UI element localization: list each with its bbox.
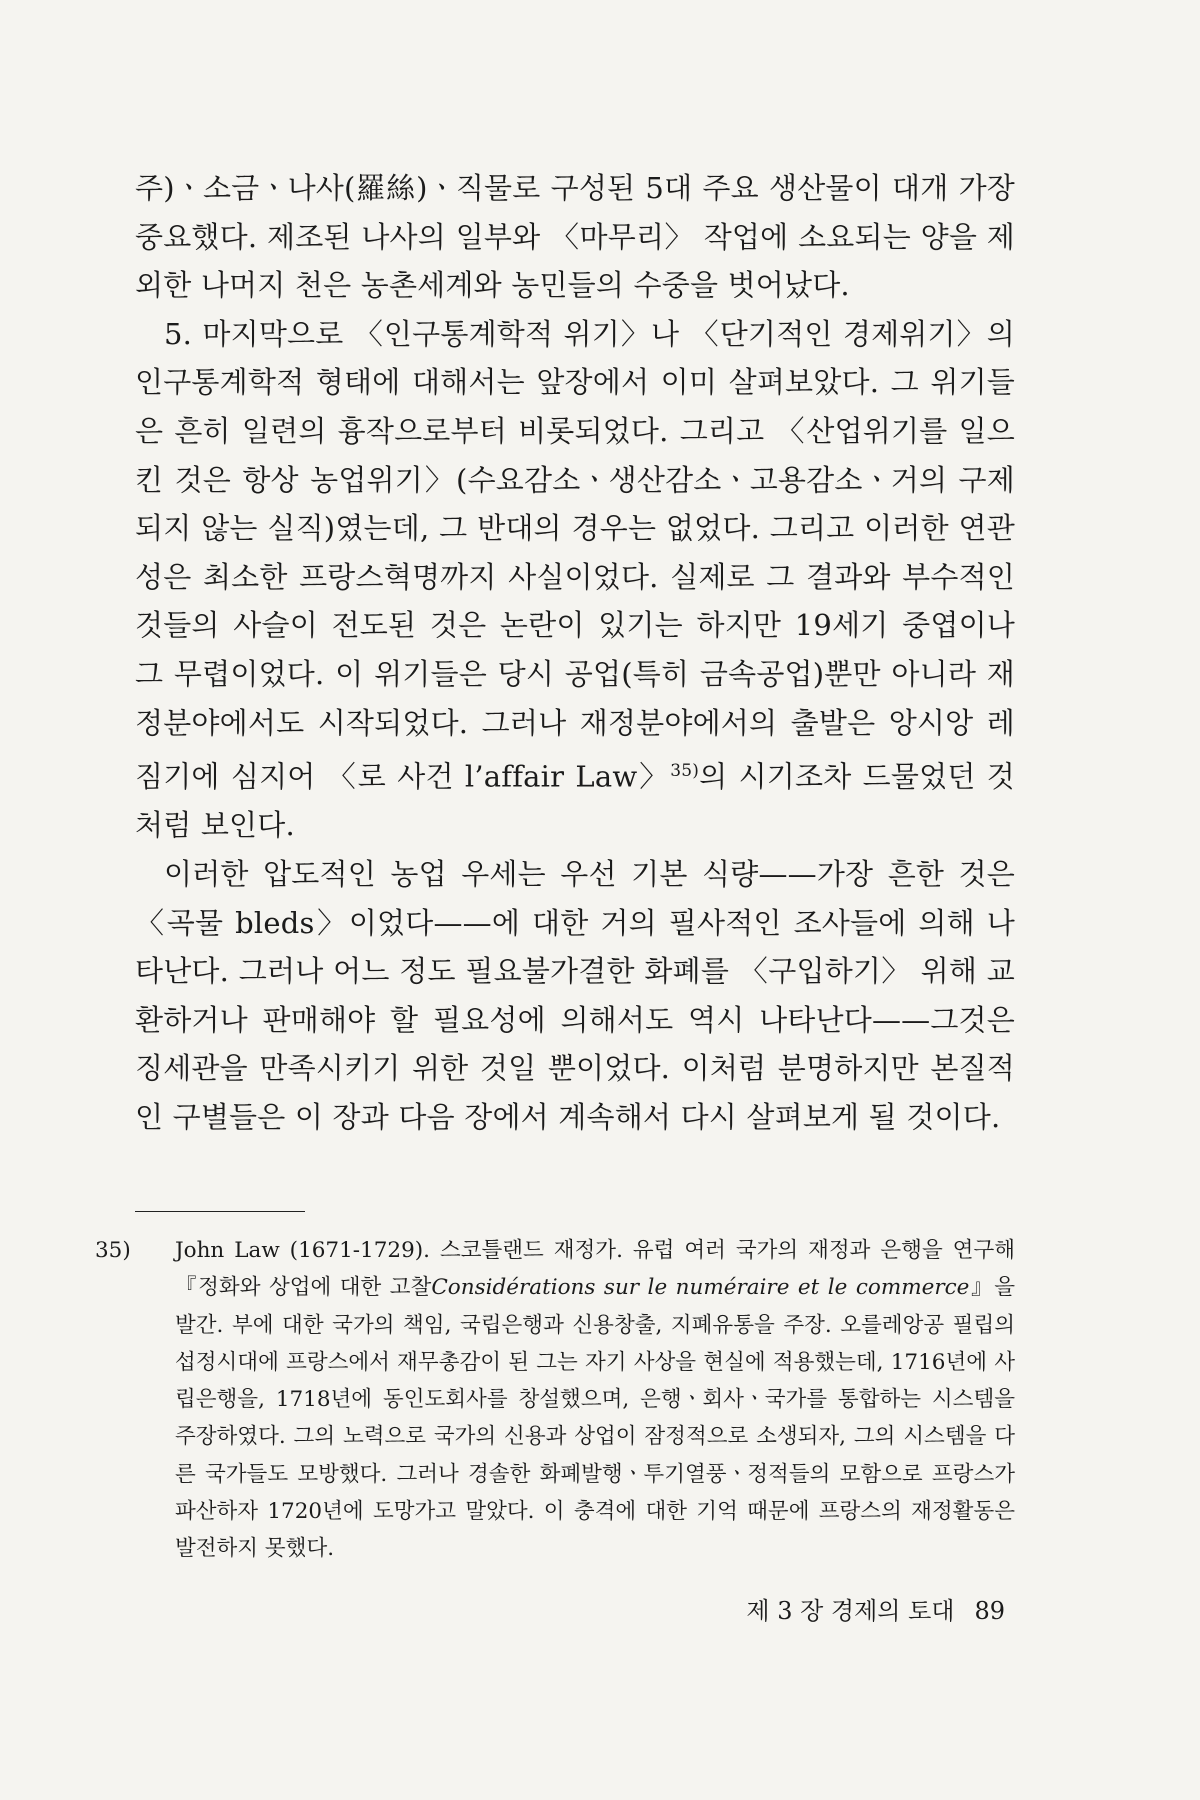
footnote-book-title: Considérations sur le numéraire et le commerce xyxy=(431,1275,970,1301)
paragraph-2-text: 5. 마지막으로 〈인구통계학적 위기〉나 〈단기적인 경제위기〉의 인구통계학적 형태에 대해서는 앞장에서 이미 살펴보았다. 그 위기들은 흔히 일련의 흉작으로부터 비롯되었다. 그리고 〈산업위기를 일으킨 것은 항상 농업위기〉(수요감소ㆍ생산감소ㆍ고용감소ㆍ거의 구제되지 않는 실직)였는데, 그 반대의 경우는 없었다. 그리고 이러한 연관성은 최소한 프랑스혁명까지 사실이었다. 실제로 그 결과와 부수적인 것들의 사슬이 전도된 것은 논란이 있기는 하지만 19세기 중엽이나 그 무렵이었다. 이 위기들은 당시 공업(특히 금속공업)뿐만 아니라 재정분야에서도 시작되었다. 그러나 재정분야에서의 출발은 앙시앙 레짐기에 심지어 〈로 사건 l’affair Law〉 xyxy=(135,316,1015,794)
paragraph-2 xyxy=(135,310,1015,850)
paragraph-2-tail: 의 시기조차 드물었던 것처럼 보인다. xyxy=(135,759,1015,843)
paragraph-3: 이러한 압도적인 농업 우세는 우선 기본 식량——가장 흔한 것은 〈곡물 bleds〉이었다——에 대한 거의 필사적인 조사들에 의해 나타난다. 그러나 어느 정도 필요불가결한 화폐를 〈구입하기〉 위해 교환하거나 판매해야 할 필요성에 의해서도 역시 나타난다——그것은 징세관을 만족시키기 위한 것일 뿐이었다. 이처럼 분명하지만 본질적인 구별들은 이 장과 다음 장에서 계속해서 다시 살펴보게 될 것이다. xyxy=(135,856,1015,1134)
footnote-text-before: John Law (1671-1729). 스코틀랜드 재정가. 유럽 여러 국가의 재정과 은행을 연구해 『정화와 상업에 대한 고찰 xyxy=(175,1238,1015,1301)
running-footer xyxy=(746,1591,1005,1626)
paragraph-1: 주)ㆍ소금ㆍ나사(羅絲)ㆍ직물로 구성된 5대 주요 생산물이 대개 가장 중요했다. 제조된 나사의 일부와 〈마무리〉 작업에 소요되는 양을 제외한 나머지 천은 농촌세계와 농민들의 수중을 벗어났다. xyxy=(135,171,1015,303)
footnote-number: 35) xyxy=(95,1238,131,1263)
chapter-title: 제 3 장 경제의 토대 xyxy=(746,1597,955,1625)
footnote-35 xyxy=(95,1232,1015,1568)
main-text xyxy=(135,164,1015,1142)
footnote-divider xyxy=(135,1211,305,1212)
footnote-text-after: 』을 발간. 부에 대한 국가의 책임, 국립은행과 신용창출, 지폐유통을 주장. 오를레앙공 필립의 섭정시대에 프랑스에서 재무총감이 된 그는 자기 사상을 현실에 적용했는데, 1716년에 사립은행을, 1718년에 동인도회사를 창설했으며, 은행ㆍ회사ㆍ국가를 통합하는 시스템을 주장하였다. 그의 노력으로 국가의 신용과 상업이 잠정적으로 소생되자, 그의 시스템을 다른 국가들도 모방했다. 그러나 경솔한 화폐발행ㆍ투기열풍ㆍ정적들의 모함으로 프랑스가 파산하자 1720년에 도망가고 말았다. 이 충격에 대한 기억 때문에 프랑스의 재정활동은 발전하지 못했다. xyxy=(175,1275,1015,1562)
page-number: 89 xyxy=(974,1597,1005,1625)
footnote-reference: 35) xyxy=(670,761,700,782)
footnote xyxy=(95,1232,1015,1568)
